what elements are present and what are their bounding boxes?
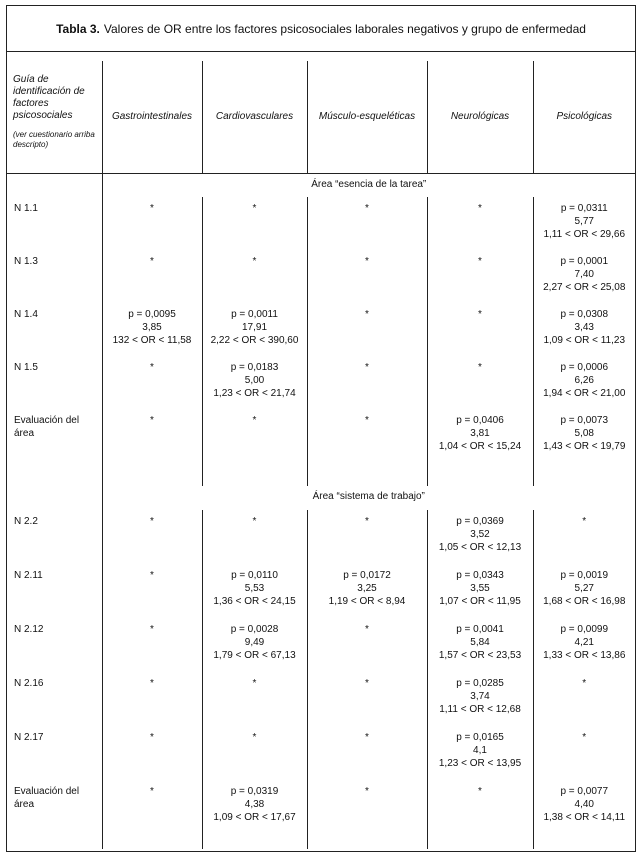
- p-value: p = 0,0369: [456, 516, 504, 527]
- table-cell: [533, 564, 635, 618]
- p-value: p = 0,0110: [231, 570, 278, 581]
- table-title-text: Valores de OR entre los factores psicosociales laborales negativos y grupo de enfermedad: [103, 21, 586, 36]
- table-cell: [102, 672, 202, 726]
- not-significant-mark: *: [150, 256, 154, 267]
- table-cell: [307, 672, 427, 726]
- table-row: [7, 618, 635, 672]
- or-value: 3,85: [142, 322, 162, 333]
- row-label: N 1.3: [14, 256, 38, 267]
- table-cell: [427, 356, 533, 409]
- row-label: Evaluación del área: [14, 415, 80, 439]
- table-row: [7, 356, 635, 409]
- table-cell: [307, 618, 427, 672]
- row-label: N 1.4: [14, 309, 38, 320]
- not-significant-mark: *: [478, 786, 482, 797]
- confidence-interval: 1,04 < OR < 15,24: [438, 441, 522, 452]
- table-cell: [307, 510, 427, 564]
- confidence-interval: 1,19 < OR < 8,94: [328, 596, 406, 607]
- table-cell: [102, 510, 202, 564]
- p-value: p = 0,0311: [560, 203, 608, 214]
- row-label: N 1.5: [14, 362, 38, 373]
- table-cell: [533, 409, 635, 478]
- confidence-interval: 1,94 < OR < 21,00: [543, 388, 626, 399]
- table-title-label: Tabla 3.: [56, 21, 100, 36]
- or-value: 7,40: [574, 269, 594, 280]
- table-cell: [102, 780, 202, 849]
- or-value: 17,91: [241, 322, 268, 333]
- table-row: [7, 726, 635, 780]
- confidence-interval: 1,43 < OR < 19,79: [543, 441, 626, 452]
- confidence-interval: 1,09 < OR < 11,23: [543, 335, 626, 346]
- not-significant-mark: *: [365, 516, 369, 527]
- table-row: [7, 780, 635, 849]
- p-value: p = 0,0319: [230, 786, 279, 797]
- table-title: [7, 6, 635, 52]
- row-label: N 2.16: [14, 678, 44, 689]
- table-cell: [202, 303, 307, 356]
- table-cell: [427, 672, 533, 726]
- confidence-interval: 2,27 < OR < 25,08: [543, 282, 626, 293]
- table-cell: [533, 780, 635, 849]
- not-significant-mark: *: [150, 203, 154, 214]
- not-significant-mark: *: [365, 786, 369, 797]
- table-body: [7, 173, 635, 849]
- table-cell: [102, 564, 202, 618]
- gap-cell: [307, 478, 427, 486]
- confidence-interval: 1,05 < OR < 12,13: [438, 542, 522, 553]
- not-significant-mark: *: [252, 732, 257, 743]
- section-spacer: [7, 486, 102, 510]
- table-cell: [307, 409, 427, 478]
- or-value: 3,25: [357, 583, 377, 594]
- table-cell: [307, 250, 427, 303]
- table-row: [7, 409, 635, 478]
- not-significant-mark: *: [478, 309, 482, 320]
- confidence-interval: 1,33 < OR < 13,86: [543, 650, 626, 661]
- not-significant-mark: *: [150, 570, 154, 581]
- table-cell: [102, 356, 202, 409]
- p-value: p = 0,0011: [231, 309, 278, 320]
- gap-cell: [202, 478, 307, 486]
- table-cell: [427, 510, 533, 564]
- confidence-interval: 1,07 < OR < 11,95: [439, 596, 521, 607]
- not-significant-mark: *: [252, 256, 257, 267]
- p-value: p = 0,0073: [560, 415, 609, 426]
- p-value: p = 0,0099: [560, 624, 609, 635]
- table-cell: [202, 197, 307, 250]
- confidence-interval: 1,23 < OR < 21,74: [213, 388, 296, 399]
- p-value: p = 0,0041: [456, 624, 504, 635]
- table-cell: [427, 250, 533, 303]
- section-gap: [7, 478, 635, 486]
- table-cell: [307, 356, 427, 409]
- table-cell: [102, 726, 202, 780]
- not-significant-mark: *: [365, 678, 369, 689]
- table-cell: [102, 409, 202, 478]
- table-cell: [202, 564, 307, 618]
- header-musculo-esqueleticas: Músculo-esqueléticas: [307, 61, 427, 173]
- p-value: p = 0,0077: [560, 786, 609, 797]
- not-significant-mark: *: [252, 678, 257, 689]
- not-significant-mark: *: [365, 203, 369, 214]
- or-value: 5,27: [574, 583, 594, 594]
- table-cell: [102, 618, 202, 672]
- table-row: [7, 197, 635, 250]
- table-cell: [427, 726, 533, 780]
- not-significant-mark: *: [365, 256, 369, 267]
- not-significant-mark: *: [150, 415, 154, 426]
- row-label: N 2.12: [14, 624, 44, 635]
- or-value: 3,43: [574, 322, 594, 333]
- not-significant-mark: *: [150, 624, 154, 635]
- or-value: 5,77: [574, 216, 594, 227]
- p-value: p = 0,0095: [128, 309, 176, 320]
- confidence-interval: 1,38 < OR < 14,11: [543, 812, 626, 823]
- table-cell: [307, 197, 427, 250]
- not-significant-mark: *: [582, 516, 587, 527]
- table-cell: [427, 564, 533, 618]
- table-cell: [427, 780, 533, 849]
- not-significant-mark: *: [150, 362, 154, 373]
- section-spacer: [7, 173, 102, 197]
- p-value: p = 0,0172: [343, 570, 391, 581]
- or-value: 9,49: [244, 637, 265, 648]
- or-value: 3,74: [470, 691, 490, 702]
- p-value: p = 0,0183: [230, 362, 279, 373]
- confidence-interval: 1,57 < OR < 23,53: [438, 650, 522, 661]
- p-value: p = 0,0006: [560, 362, 609, 373]
- p-value: p = 0,0406: [456, 415, 504, 426]
- not-significant-mark: *: [150, 732, 154, 743]
- p-value: p = 0,0028: [230, 624, 279, 635]
- table-cell: [202, 780, 307, 849]
- not-significant-mark: *: [150, 678, 154, 689]
- table-cell: [307, 303, 427, 356]
- not-significant-mark: *: [252, 203, 257, 214]
- or-value: 3,52: [470, 529, 490, 540]
- confidence-interval: 2,22 < OR < 390,60: [210, 335, 299, 346]
- gap-cell: [102, 478, 202, 486]
- or-value: 4,38: [244, 799, 265, 810]
- not-significant-mark: *: [365, 415, 369, 426]
- row-label: N 2.17: [14, 732, 44, 743]
- table-cell: [202, 618, 307, 672]
- table-row: [7, 672, 635, 726]
- or-value: 5,53: [244, 583, 265, 594]
- or-value: 4,21: [574, 637, 594, 648]
- confidence-interval: 1,11 < OR < 29,66: [543, 229, 626, 240]
- or-value: 5,84: [470, 637, 490, 648]
- table-cell: [202, 726, 307, 780]
- header-guide-text: Guía de identificación de factores psicosociales: [13, 74, 85, 121]
- section-title: Área “sistema de trabajo”: [102, 486, 635, 510]
- not-significant-mark: *: [365, 362, 369, 373]
- table-cell: [533, 197, 635, 250]
- p-value: p = 0,0019: [560, 570, 609, 581]
- p-value: p = 0,0308: [560, 309, 609, 320]
- header-gastrointestinales: Gastrointestinales: [102, 61, 202, 173]
- gap-cell: [427, 478, 533, 486]
- p-value: p = 0,0343: [456, 570, 504, 581]
- not-significant-mark: *: [252, 415, 257, 426]
- table-cell: [202, 672, 307, 726]
- table-row: [7, 510, 635, 564]
- table-frame: [6, 5, 636, 852]
- table-cell: [533, 726, 635, 780]
- or-value: 3,81: [470, 428, 490, 439]
- or-table: [7, 61, 635, 849]
- table-cell: [533, 618, 635, 672]
- p-value: p = 0,0285: [456, 678, 504, 689]
- table-row: [7, 564, 635, 618]
- or-value: 5,08: [574, 428, 594, 439]
- not-significant-mark: *: [478, 256, 482, 267]
- table-cell: [102, 303, 202, 356]
- not-significant-mark: *: [582, 678, 587, 689]
- confidence-interval: 1,79 < OR < 67,13: [213, 650, 296, 661]
- not-significant-mark: *: [252, 516, 257, 527]
- p-value: p = 0,0165: [456, 732, 504, 743]
- table-cell: [307, 564, 427, 618]
- or-value: 4,40: [574, 799, 594, 810]
- table-cell: [533, 672, 635, 726]
- header-guide: [7, 61, 102, 173]
- section-row: [7, 173, 635, 197]
- table-cell: [533, 356, 635, 409]
- table-cell: [427, 409, 533, 478]
- confidence-interval: 1,11 < OR < 12,68: [439, 704, 521, 715]
- table-cell: [102, 197, 202, 250]
- not-significant-mark: *: [150, 516, 154, 527]
- table-cell: [533, 250, 635, 303]
- not-significant-mark: *: [478, 203, 482, 214]
- or-value: 3,55: [470, 583, 490, 594]
- p-value: p = 0,0001: [560, 256, 609, 267]
- confidence-interval: 1,09 < OR < 17,67: [213, 812, 296, 823]
- header-neurologicas: Neurológicas: [427, 61, 533, 173]
- section-row: [7, 486, 635, 510]
- row-label: Evaluación del área: [14, 786, 80, 810]
- not-significant-mark: *: [582, 732, 587, 743]
- table-cell: [202, 409, 307, 478]
- table-cell: [202, 510, 307, 564]
- or-value: 6,26: [574, 375, 594, 386]
- not-significant-mark: *: [365, 732, 369, 743]
- table-cell: [202, 356, 307, 409]
- not-significant-mark: *: [150, 786, 154, 797]
- table-row: [7, 250, 635, 303]
- table-cell: [102, 250, 202, 303]
- row-label: N 2.11: [14, 570, 43, 581]
- or-value: 5,00: [244, 375, 265, 386]
- header-cardiovasculares: Cardiovasculares: [202, 61, 307, 173]
- header-psicologicas: Psicológicas: [533, 61, 635, 173]
- row-label: N 2.2: [14, 516, 38, 527]
- row-label: N 1.1: [14, 203, 38, 214]
- confidence-interval: 1,23 < OR < 13,95: [438, 758, 522, 769]
- table-row: [7, 303, 635, 356]
- not-significant-mark: *: [365, 624, 369, 635]
- section-title: Área “esencia de la tarea”: [102, 173, 635, 197]
- header-row: [7, 61, 635, 173]
- confidence-interval: 1,36 < OR < 24,15: [213, 596, 296, 607]
- header-guide-note: (ver cuestionario arriba descripto): [13, 130, 95, 149]
- table-cell: [533, 303, 635, 356]
- table-cell: [427, 197, 533, 250]
- not-significant-mark: *: [365, 309, 369, 320]
- table-cell: [307, 780, 427, 849]
- confidence-interval: 132 < OR < 11,58: [112, 335, 192, 346]
- not-significant-mark: *: [478, 362, 482, 373]
- gap-cell: [7, 478, 102, 486]
- table-cell: [427, 618, 533, 672]
- table-cell: [427, 303, 533, 356]
- or-value: 4,1: [473, 745, 487, 756]
- table-cell: [307, 726, 427, 780]
- gap-cell: [533, 478, 635, 486]
- table-cell: [202, 250, 307, 303]
- table-cell: [533, 510, 635, 564]
- confidence-interval: 1,68 < OR < 16,98: [543, 596, 626, 607]
